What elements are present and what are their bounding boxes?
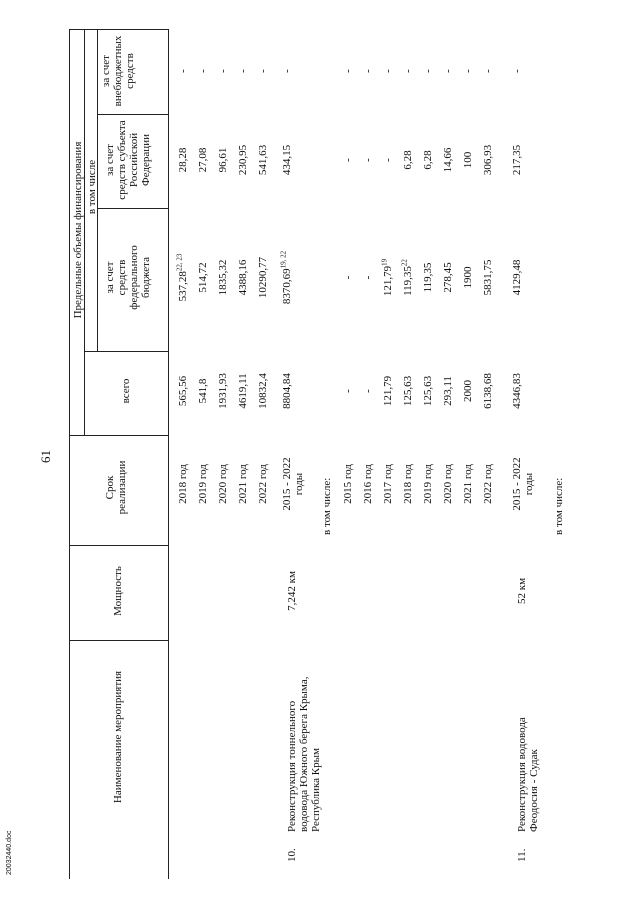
col-divider-name xyxy=(69,640,169,641)
table-row-item10-federal: - xyxy=(342,275,354,280)
table-row-prev-subject: 230,95 xyxy=(237,144,249,176)
table-row-item10-period: 2022 год xyxy=(482,464,494,504)
table-row-prev-federal: 4388,16 xyxy=(237,259,249,296)
header-federal-1: за счет xyxy=(104,261,116,294)
item11-name-2: Феодосия - Судак xyxy=(528,749,540,832)
table-row-item10-extra: - xyxy=(442,69,454,73)
table-row-item10-federal: 278,45 xyxy=(442,262,454,293)
table-row-prev-federal: 10290,77 xyxy=(257,256,269,299)
table-row-item10-federal: - xyxy=(362,275,374,280)
table-row-prev-subject: 541,63 xyxy=(257,144,269,176)
table-row-item10-subject: 100 xyxy=(462,151,474,169)
table-row-prev-period: 2019 год xyxy=(197,464,209,504)
header-extra-2: внебюджетных xyxy=(112,35,124,107)
table-row-prev-extra: - xyxy=(177,69,189,73)
table-row-prev-extra: - xyxy=(257,69,269,73)
table-row-prev-extra: - xyxy=(197,69,209,73)
page-number: 61 xyxy=(38,450,53,463)
table-row-item10-total-period: годы xyxy=(293,472,305,496)
table-row-item10-extra: - xyxy=(342,69,354,73)
table-row-item10-period: 2021 год xyxy=(462,464,474,504)
table-row-item11-total-federal: 4129,48 xyxy=(511,259,523,296)
table-row-item10-subject: - xyxy=(362,158,374,162)
item10-name-3: Республика Крым xyxy=(310,748,322,832)
table-row-item10-subject: 306,93 xyxy=(482,144,494,176)
table-row-prev-federal: 1835,32 xyxy=(217,259,229,296)
table-row-prev-period: 2018 год xyxy=(177,464,189,504)
header-federal-3: федерального xyxy=(128,245,140,310)
table-row-item10-extra: - xyxy=(382,69,394,73)
table-row-item10-total: 121,79 xyxy=(382,375,394,407)
table-row-item10-total-federal: 8370,69$^{19, 22}$ xyxy=(279,250,293,305)
header-period-2: реализации xyxy=(116,460,128,515)
table-row-item10-extra: - xyxy=(462,69,474,73)
table-row-item11-total-subject: 217,35 xyxy=(511,144,523,176)
header-subject-4: Федерации xyxy=(140,134,152,186)
table-row-prev-subject: 96,61 xyxy=(217,147,229,173)
table-row-item10-subject: - xyxy=(382,158,394,162)
col-divider-period xyxy=(69,435,169,436)
table-row-item11-total-period: годы xyxy=(523,472,535,496)
item10-incl: в том числе: xyxy=(321,477,333,535)
table-row-item10-total-period: 2015 - 2022 xyxy=(281,457,293,511)
item11-incl: в том числе: xyxy=(553,477,565,535)
table-row-item10-extra: - xyxy=(362,69,374,73)
table-row-item10-total: 2000 xyxy=(462,380,474,402)
table-row-prev-federal: 537,28$^{22, 23}$ xyxy=(175,253,189,302)
table-row-item10-subject: 6,28 xyxy=(402,150,414,170)
table-row-item10-subject: 6,28 xyxy=(422,150,434,170)
document-footer: 20032440.doc xyxy=(6,830,13,875)
header-extra-1: за счет xyxy=(100,55,112,87)
table-row-item10-period: 2017 год xyxy=(382,464,394,504)
item10-capacity: 7,242 км xyxy=(286,571,298,611)
row-divider-financing xyxy=(84,29,85,435)
table-row-item10-period: 2016 год xyxy=(362,464,374,504)
table-row-item10-total: 6138,68 xyxy=(482,373,494,409)
table-row-prev-period: 2022 год xyxy=(257,464,269,504)
table-row-prev-total: 4619,11 xyxy=(237,373,249,409)
table-row-item11-total-period: 2015 - 2022 xyxy=(511,457,523,511)
table-row-prev-period: 2020 год xyxy=(217,464,229,504)
col-divider-federal xyxy=(97,208,169,209)
table-row-item11-total-extra: - xyxy=(511,69,523,73)
table-row-prev-total: 10832,4 xyxy=(257,373,269,409)
table-row-item10-federal: 121,79$^{19}$ xyxy=(380,258,394,297)
item11-name-1: Реконструкция водовода xyxy=(516,717,528,832)
table-row-item10-total-extra: - xyxy=(281,69,293,73)
table-top-rule xyxy=(69,29,70,879)
header-federal-4: бюджета xyxy=(140,257,152,299)
table-row-prev-period: 2021 год xyxy=(237,464,249,504)
table-row-item10-federal: 119,35$^{22}$ xyxy=(400,259,414,296)
item10-name-1: Реконструкция тоннельного xyxy=(286,700,298,832)
table-row-item10-total: 125,63 xyxy=(422,375,434,407)
table-row-item10-subject: - xyxy=(342,158,354,162)
header-subject-3: Российской xyxy=(128,132,140,188)
header-limit: Предельные объемы финансирования xyxy=(72,141,84,319)
header-name: Наименование мероприятия xyxy=(112,670,124,804)
table-row-item10-federal: 5831,75 xyxy=(482,259,494,296)
table-row-item10-total-total: 8804,84 xyxy=(281,373,293,409)
table-row-item10-total: - xyxy=(362,389,374,393)
table-row-item11-total-total: 4346,83 xyxy=(511,373,523,409)
table-row-item10-extra: - xyxy=(402,69,414,73)
header-capacity: Мощность xyxy=(112,566,124,616)
table-bottom-rule xyxy=(168,29,169,879)
table-row-prev-subject: 28,28 xyxy=(177,147,189,173)
table-row-item10-total-subject: 434,15 xyxy=(281,144,293,176)
table-row-prev-total: 541,8 xyxy=(197,378,209,404)
table-row-item10-federal: 119,35 xyxy=(422,262,434,293)
table-row-item10-total: 293,11 xyxy=(442,376,454,406)
table-row-item10-period: 2020 год xyxy=(442,464,454,504)
item11-number: 11. xyxy=(516,848,528,862)
table-row-item10-subject: 14,66 xyxy=(442,147,454,173)
item10-number: 10. xyxy=(286,848,298,862)
table-row-item10-period: 2015 год xyxy=(342,464,354,504)
table-row-prev-federal: 514,72 xyxy=(197,262,209,293)
header-federal-2: средств xyxy=(116,259,128,296)
table-row-item10-total: - xyxy=(342,389,354,393)
table-row-prev-total: 1931,93 xyxy=(217,373,229,409)
header-extra-3: средств xyxy=(124,53,136,89)
table-row-prev-extra: - xyxy=(217,69,229,73)
table-row-item10-period: 2019 год xyxy=(422,464,434,504)
header-total: всего xyxy=(120,378,132,404)
table-row-item10-period: 2018 год xyxy=(402,464,414,504)
table-row-prev-subject: 27,08 xyxy=(197,147,209,173)
table-row-prev-extra: - xyxy=(237,69,249,73)
item11-capacity: 52 км xyxy=(516,577,528,605)
header-subject-2: средств субъекта xyxy=(116,120,128,200)
header-subject-1: за счет xyxy=(104,144,116,176)
table-row-item10-federal: 1900 xyxy=(462,266,474,289)
table-row-item10-extra: - xyxy=(482,69,494,73)
table-row-item10-extra: - xyxy=(422,69,434,73)
header-incl: в том числе xyxy=(86,159,98,215)
item10-name-2: водовода Южного берега Крыма, xyxy=(298,676,310,832)
table-row-prev-total: 565,56 xyxy=(177,375,189,407)
header-period-1: Срок xyxy=(104,475,116,500)
table-row-item10-total: 125,63 xyxy=(402,375,414,407)
